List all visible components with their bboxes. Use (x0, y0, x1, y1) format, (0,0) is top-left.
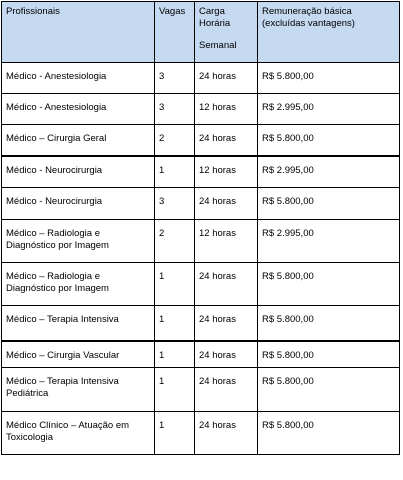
table-row (2, 263, 400, 306)
cell-profissional: Médico – Radiologia e Diagnóstico por Imagem (2, 220, 155, 263)
cell-vagas: 1 (155, 368, 195, 412)
header-carga-horaria: Carga Horária Semanal (195, 2, 258, 63)
cell-profissional: Médico - Neurocirurgia (2, 188, 155, 220)
cell-profissional: Médico - Anestesiologia (2, 94, 155, 125)
cell-profissional: Médico - Anestesiologia (2, 63, 155, 94)
cell-vagas: 2 (155, 125, 195, 156)
cell-remuneracao: R$ 5.800,00 (258, 188, 400, 220)
cell-profissional: Médico - Neurocirurgia (2, 156, 155, 188)
cell-remuneracao: R$ 2.995,00 (258, 156, 400, 188)
table-row (2, 220, 400, 263)
cell-profissional: Médico – Terapia Intensiva Pediátrica (2, 368, 155, 412)
cell-remuneracao: R$ 2.995,00 (258, 220, 400, 263)
cell-carga: 24 horas (195, 63, 258, 94)
cell-profissional: Médico – Terapia Intensiva (2, 306, 155, 341)
cell-vagas: 1 (155, 156, 195, 188)
cell-remuneracao: R$ 5.800,00 (258, 125, 400, 156)
cell-remuneracao: R$ 5.800,00 (258, 63, 400, 94)
table-row (2, 188, 400, 220)
cell-vagas: 3 (155, 188, 195, 220)
cell-vagas: 3 (155, 94, 195, 125)
header-vagas: Vagas (155, 2, 195, 63)
cell-remuneracao: R$ 5.800,00 (258, 306, 400, 341)
cell-vagas: 1 (155, 306, 195, 341)
cell-carga: 24 horas (195, 263, 258, 306)
vacancies-table (1, 1, 400, 455)
cell-carga: 12 horas (195, 220, 258, 263)
cell-profissional: Médico – Cirurgia Vascular (2, 341, 155, 368)
cell-vagas: 1 (155, 341, 195, 368)
cell-profissional: Médico – Cirurgia Geral (2, 125, 155, 156)
cell-carga: 24 horas (195, 368, 258, 412)
header-remuneracao: Remuneração básica (excluídas vantagens) (258, 2, 400, 63)
cell-carga: 12 horas (195, 94, 258, 125)
table-row (2, 368, 400, 412)
table-row (2, 306, 400, 341)
cell-carga: 24 horas (195, 412, 258, 455)
cell-vagas: 3 (155, 63, 195, 94)
cell-profissional: Médico – Radiologia e Diagnóstico por Imagem (2, 263, 155, 306)
cell-carga: 24 horas (195, 188, 258, 220)
table-row (2, 341, 400, 368)
cell-vagas: 1 (155, 412, 195, 455)
table-row (2, 125, 400, 156)
cell-vagas: 2 (155, 220, 195, 263)
cell-carga: 24 horas (195, 341, 258, 368)
table-row (2, 94, 400, 125)
header-profissionais: Profissionais (2, 2, 155, 63)
table-row (2, 63, 400, 94)
cell-remuneracao: R$ 5.800,00 (258, 368, 400, 412)
cell-carga: 24 horas (195, 125, 258, 156)
cell-profissional: Médico Clínico – Atuação em Toxicologia (2, 412, 155, 455)
cell-carga: 24 horas (195, 306, 258, 341)
cell-remuneracao: R$ 5.800,00 (258, 341, 400, 368)
cell-remuneracao: R$ 5.800,00 (258, 263, 400, 306)
table-row (2, 412, 400, 455)
cell-carga: 12 horas (195, 156, 258, 188)
header-row (2, 2, 400, 63)
table-row (2, 156, 400, 188)
cell-vagas: 1 (155, 263, 195, 306)
cell-remuneracao: R$ 2.995,00 (258, 94, 400, 125)
cell-remuneracao: R$ 5.800,00 (258, 412, 400, 455)
